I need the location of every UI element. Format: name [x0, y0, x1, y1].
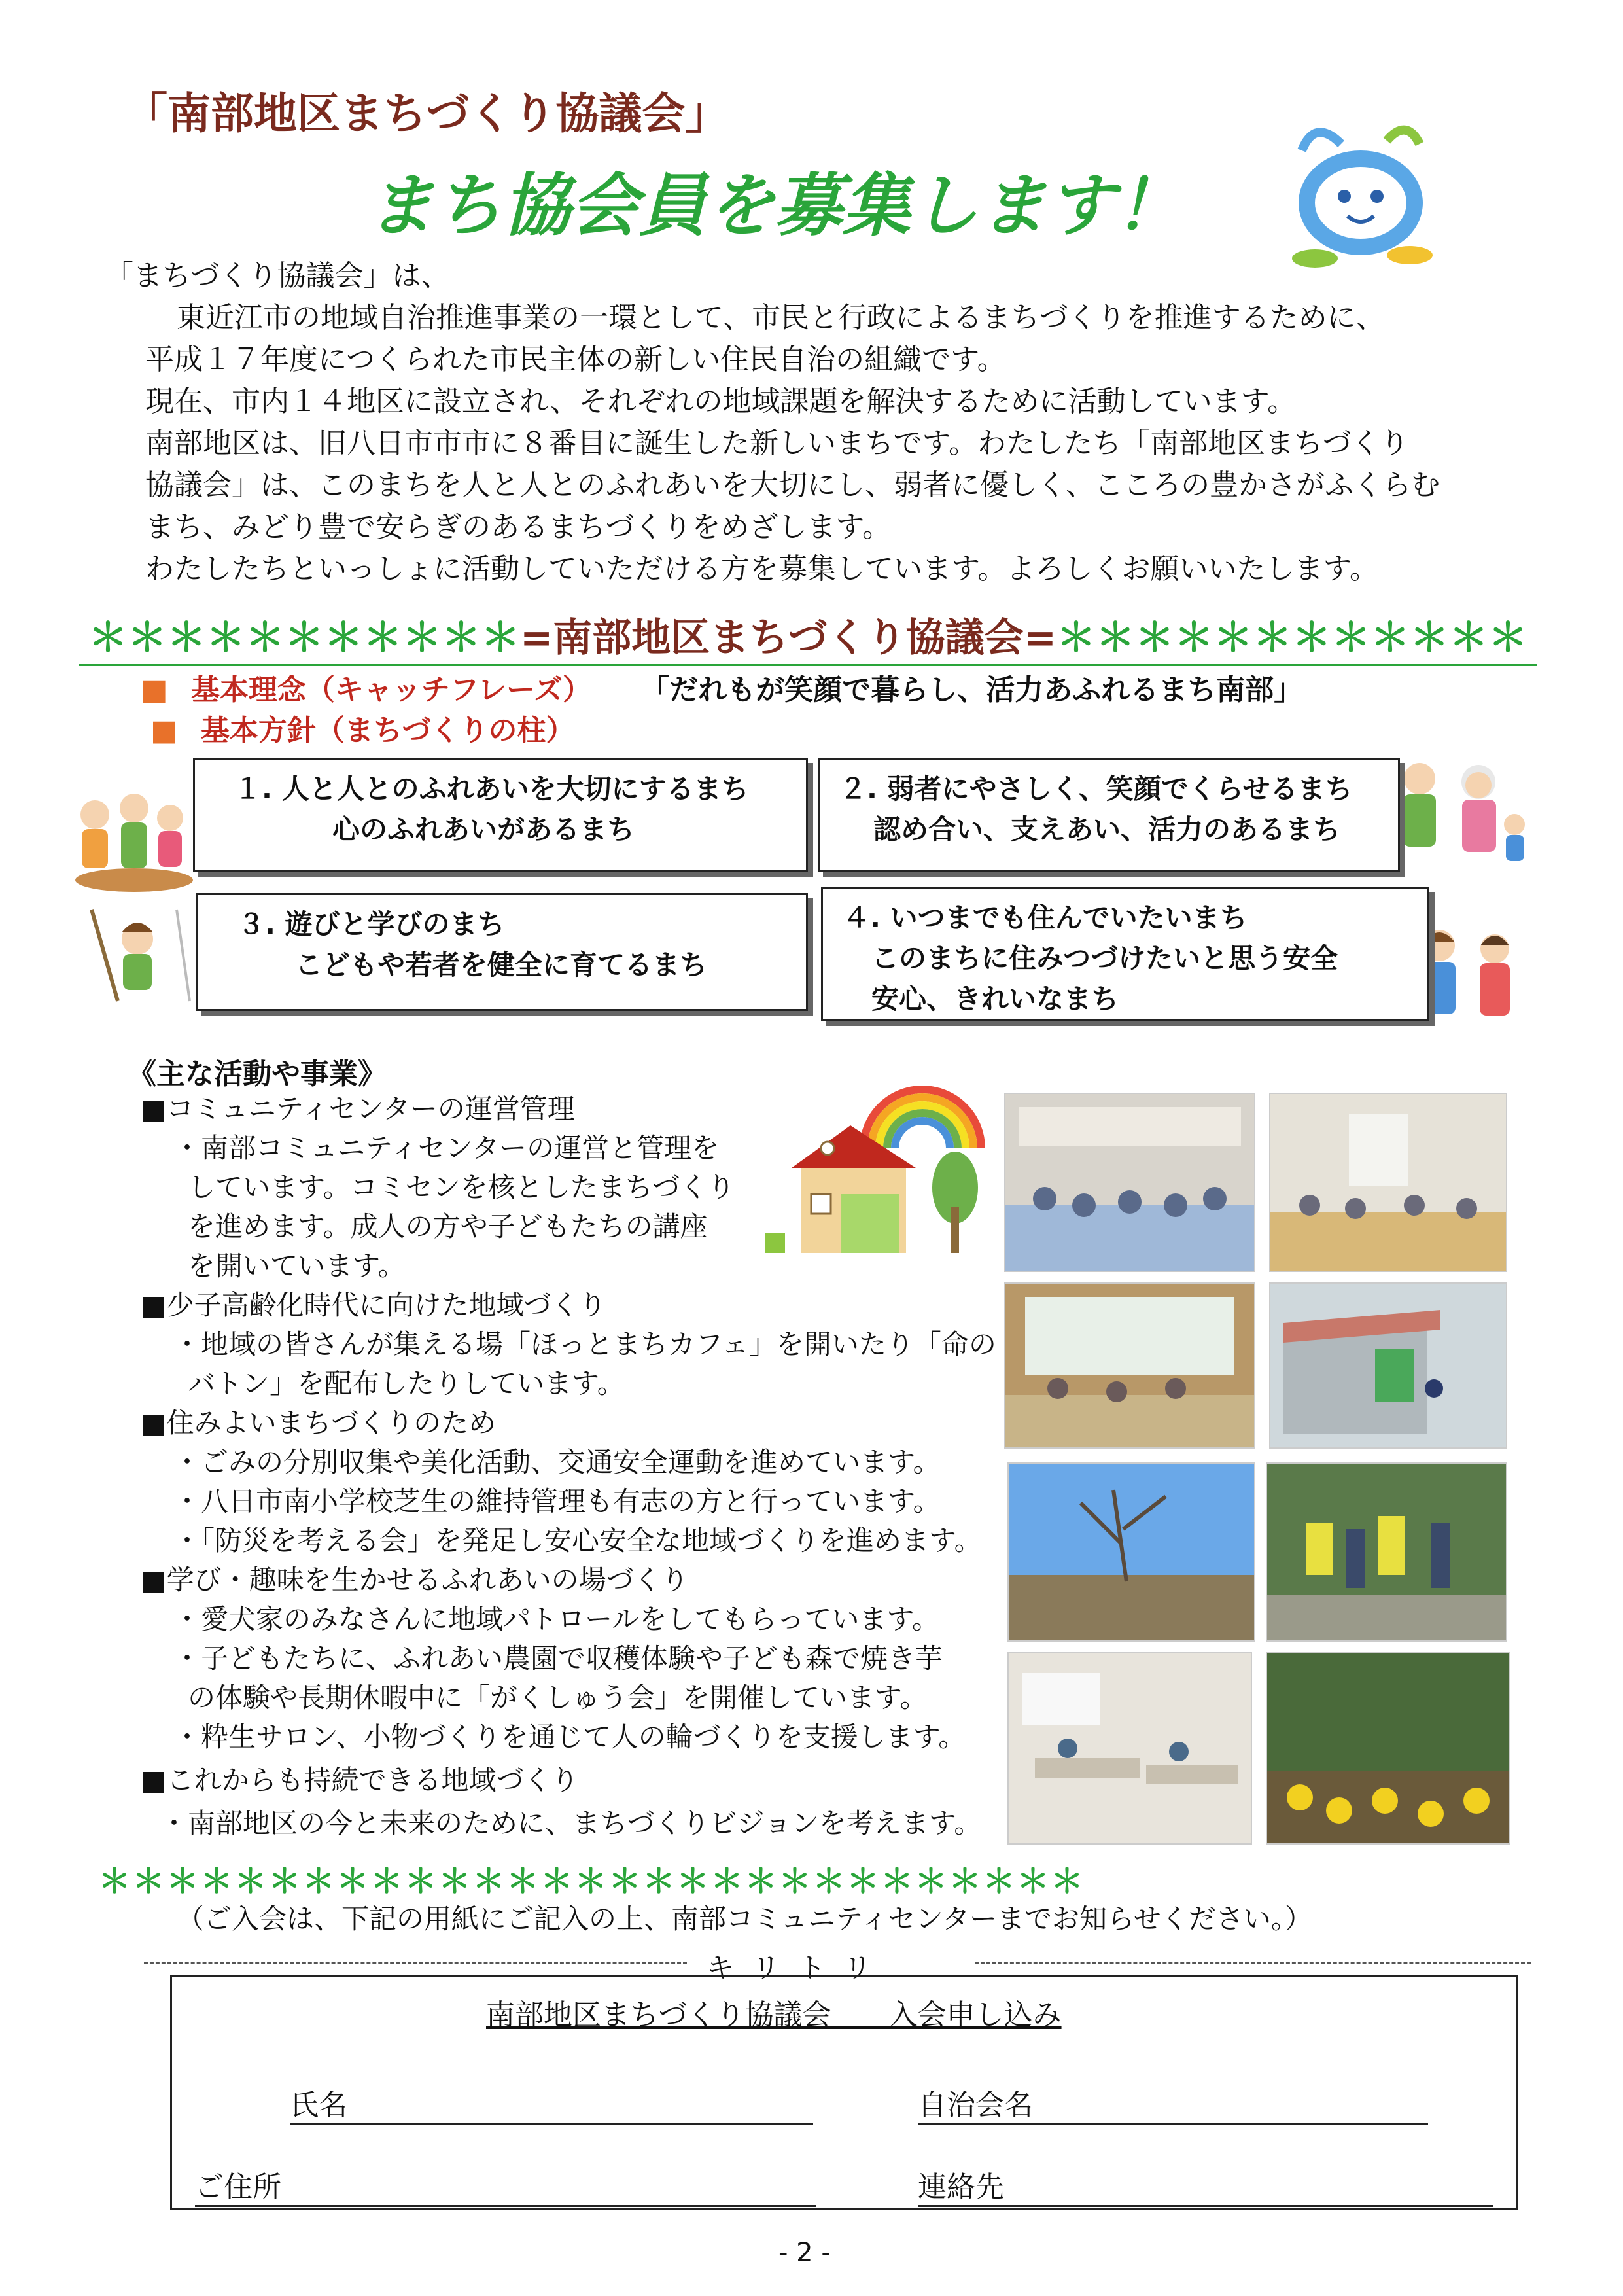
bullet-square-icon: ■: [141, 673, 168, 707]
activities-heading: 《主な活動や事業》: [128, 1057, 387, 1091]
banner-stars-left: ＊＊＊＊＊＊＊＊＊＊＊: [88, 615, 521, 661]
catch-label: 基本理念（キャッチフレーズ）: [190, 673, 591, 707]
activity-line: ・八日市南小学校芝生の維持管理も有志の方と行っています。: [173, 1485, 941, 1517]
house-rainbow-illustration-icon: [765, 1063, 988, 1269]
contact-label: 連絡先: [918, 2170, 1004, 2204]
association-label: 自治会名: [918, 2089, 1033, 2122]
main-title: まち協会員を募集します！: [366, 166, 1183, 245]
park-cleanup-photo: [1007, 1462, 1255, 1642]
pillar-box-4: [821, 887, 1429, 1021]
banner-stars-right: ＊＊＊＊＊＊＊＊＊＊＊＊: [1056, 615, 1527, 661]
pillar-2-line2: 認め合い、支えあい、活力のあるまち: [873, 813, 1341, 845]
activity-line: ・子どもたちに、ふれあい農園で収穫体験や子ども森で焼き芋: [173, 1642, 943, 1674]
intro-line: 現在、市内１４地区に設立され、それぞれの地域課題を解決するために活動しています。: [145, 385, 1297, 418]
activity-line: ・「防災を考える会」を発足し安心安全な地域づくりを進めます。: [173, 1525, 982, 1557]
lecture-hall-photo: [1269, 1093, 1507, 1272]
cut-label: キリトリ: [707, 1952, 890, 1984]
intro-text: [105, 255, 1511, 590]
activity-line: ■コミュニティセンターの運営管理: [141, 1093, 575, 1125]
pillar-box-1: [193, 758, 808, 872]
catch-phrase: 「だれもが笑顔で暮らし、活力あふれるまち南部」: [640, 673, 1303, 707]
activity-line: ■学び・趣味を生かせるふれあいの場づくり: [141, 1564, 689, 1596]
name-label: 氏名: [290, 2089, 347, 2122]
form-title: 南部地区まちづくり協議会 入会申し込み: [486, 1998, 1062, 2032]
page-number: - 2 -: [778, 2238, 831, 2268]
pillar-3-line2: こどもや若者を健全に育てるまち: [295, 949, 708, 981]
pillar-4-line2: このまちに住みつづけたいと思う安全: [871, 942, 1338, 974]
activity-line: ・地域の皆さんが集える場「ほっとまちカフェ」を開いたり「命の: [173, 1328, 996, 1360]
name-field[interactable]: [290, 2081, 813, 2125]
contact-field[interactable]: [918, 2163, 1493, 2207]
elderly-illustration-icon: [1380, 752, 1531, 877]
cut-dashes-right: [975, 1962, 1531, 1964]
community-center-photo: [1004, 1093, 1255, 1272]
activity-line: を進めます。成人の方や子どもたちの講座: [188, 1210, 708, 1243]
activity-line: ・ごみの分別収集や美化活動、交通安全運動を進めています。: [173, 1446, 941, 1478]
footer-stars: ＊＊＊＊＊＊＊＊＊＊＊＊＊＊＊＊＊＊＊＊＊＊＊＊＊＊＊＊＊: [98, 1862, 1085, 1900]
cut-dashes-left: [144, 1962, 687, 1964]
activity-line: しています。コミセンを核としたまちづくり: [188, 1171, 735, 1203]
pillar-1-line2: 心のふれあいがあるまち: [332, 813, 635, 845]
address-field[interactable]: [195, 2163, 816, 2207]
section-banner: [79, 612, 1537, 666]
activity-line: ・南部地区の今と未来のために、まちづくりビジョンを考えます。: [160, 1807, 982, 1839]
pillar-box-3: [196, 893, 808, 1011]
application-note: （ご入会は、下記の用紙にご記入の上、南部コミュニティセンターまでお知らせください。）: [177, 1903, 1312, 1935]
activity-line: を開いています。: [188, 1250, 406, 1282]
association-field[interactable]: [918, 2081, 1428, 2125]
intro-line: 平成１７年度につくられた市民主体の新しい住民自治の組織です。: [145, 343, 1006, 376]
policy-label: 基本方針（まちづくりの柱）: [200, 714, 575, 747]
banner-name: =南部地区まちづくり協議会=: [520, 615, 1056, 661]
intro-line: まち、みどり豊で安らぎのあるまちづくりをめざします。: [145, 510, 892, 544]
bullet-square-icon: ■: [150, 714, 178, 747]
catch-phrase-row: [141, 666, 1302, 708]
cafe-gathering-photo: [1004, 1282, 1255, 1449]
intro-line: 東近江市の地域自治推進事業の一環として、市民と行政によるまちづくりを推進するために、: [177, 301, 1385, 334]
activity-line: ・粋生サロン、小物づくりを通じて人の輪づくりを支援します。: [173, 1721, 966, 1753]
activity-line: ■住みよいまちづくりのため: [141, 1407, 497, 1439]
study-session-photo: [1007, 1652, 1252, 1845]
application-form: [170, 1975, 1518, 2210]
pillar-4-line1: ４. いつまでも住んでいたいまち: [843, 902, 1248, 934]
intro-line: 協議会」は、このまちを人と人とのふれあいを大切にし、弱者に優しく、こころの豊かさがふくらむ: [145, 468, 1440, 502]
family-illustration-icon: [62, 782, 200, 896]
swing-illustration-icon: [79, 903, 209, 1017]
intro-line: わたしたちといっしょに活動していただける方を募集しています。よろしくお願いいたします。: [145, 552, 1378, 586]
org-title: 「南部地区まちづくり協議会」: [124, 88, 729, 139]
patrol-station-photo: [1269, 1282, 1507, 1449]
activity-line: ■少子高齢化時代に向けた地域づくり: [141, 1289, 606, 1321]
policy-row: [150, 707, 574, 749]
pillar-4-line3: 安心、きれいなまち: [871, 983, 1119, 1015]
activity-line: バトン」を配布したりしています。: [188, 1368, 625, 1400]
activity-line: の体験や長期休暇中に「がくしゅう会」を開催しています。: [188, 1682, 928, 1714]
activity-line: ■これからも持続できる地域づくり: [141, 1764, 579, 1796]
pillar-box-2: [818, 758, 1400, 872]
pillar-3-line1: ３. 遊びと学びのまち: [237, 908, 505, 940]
activity-line: ・南部コミュニティセンターの運営と管理を: [173, 1132, 720, 1164]
volunteers-photo: [1266, 1462, 1507, 1642]
activity-line: ・愛犬家のみなさんに地域パトロールをしてもらっています。: [173, 1603, 939, 1635]
farm-children-photo: [1266, 1652, 1510, 1845]
intro-line: 南部地区は、旧八日市市市に８番目に誕生した新しいまちです。わたしたち「南部地区まちづくり: [145, 427, 1409, 460]
address-label: ご住所: [195, 2170, 281, 2204]
mascot-logo-icon: [1276, 105, 1446, 275]
pillar-2-line1: ２. 弱者にやさしく、笑顔でくらせるまち: [839, 773, 1353, 805]
intro-lead: 「まちづくり協議会」は、: [105, 259, 450, 292]
pillar-1-line1: １. 人と人とのふれあいを大切にするまち: [234, 773, 749, 805]
